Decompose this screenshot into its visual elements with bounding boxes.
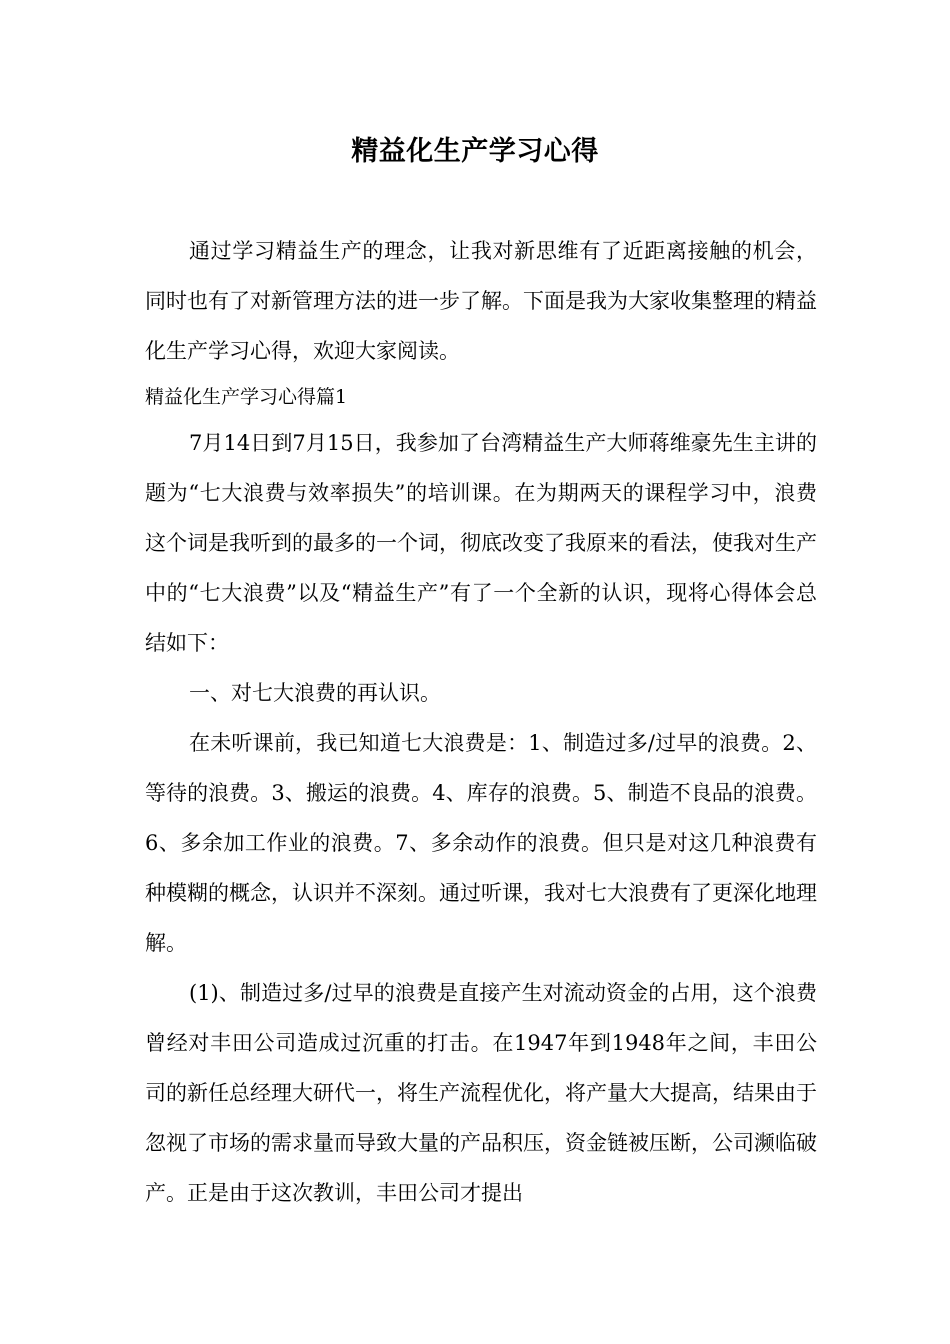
intro-paragraph: 通过学习精益生产的理念，让我对新思维有了近距离接触的机会，同时也有了对新管理方法的进一步了解。下面是我为大家收集整理的精益化生产学习心得，欢迎大家阅读。 [145, 239, 817, 363]
body-paragraph-4: (1)、制造过多/过早的浪费是直接产生对流动资金的占用，这个浪费曾经对丰田公司造成过沉重的打击。在1947年到1948年之间，丰田公司的新任总经理大研代一，将生产流程优化，将产量大大提高，结果由于忽视了市场的需求量而导致大量的产品积压，资金链被压断，公司濒临破产。正是由于这次教训，丰田公司才提出 [145, 981, 817, 1205]
body-paragraph-2: 一、对七大浪费的再认识。 [189, 681, 441, 705]
body-paragraph-3: 在未听课前，我已知道七大浪费是：1、制造过多/过早的浪费。2、等待的浪费。3、搬运的浪费。4、库存的浪费。5、制造不良品的浪费。6、多余加工作业的浪费。7、多余动作的浪费。但只是对这几种浪费有种模糊的概念，认识并不深刻。通过听课，我对七大浪费有了更深化地理解。 [145, 731, 817, 955]
section-heading: 精益化生产学习心得篇1 [145, 386, 348, 408]
document-title: 精益化生产学习心得 [351, 136, 599, 167]
document-body [145, 226, 817, 1218]
body-paragraph-1: 7月14日到7月15日，我参加了台湾精益生产大师蒋维豪先生主讲的题为“七大浪费与效率损失”的培训课。在为期两天的课程学习中，浪费这个词是我听到的最多的一个词，彻底改变了我原来的看法，使我对生产中的“七大浪费”以及“精益生产”有了一个全新的认识，现将心得体会总结如下： [145, 431, 817, 655]
